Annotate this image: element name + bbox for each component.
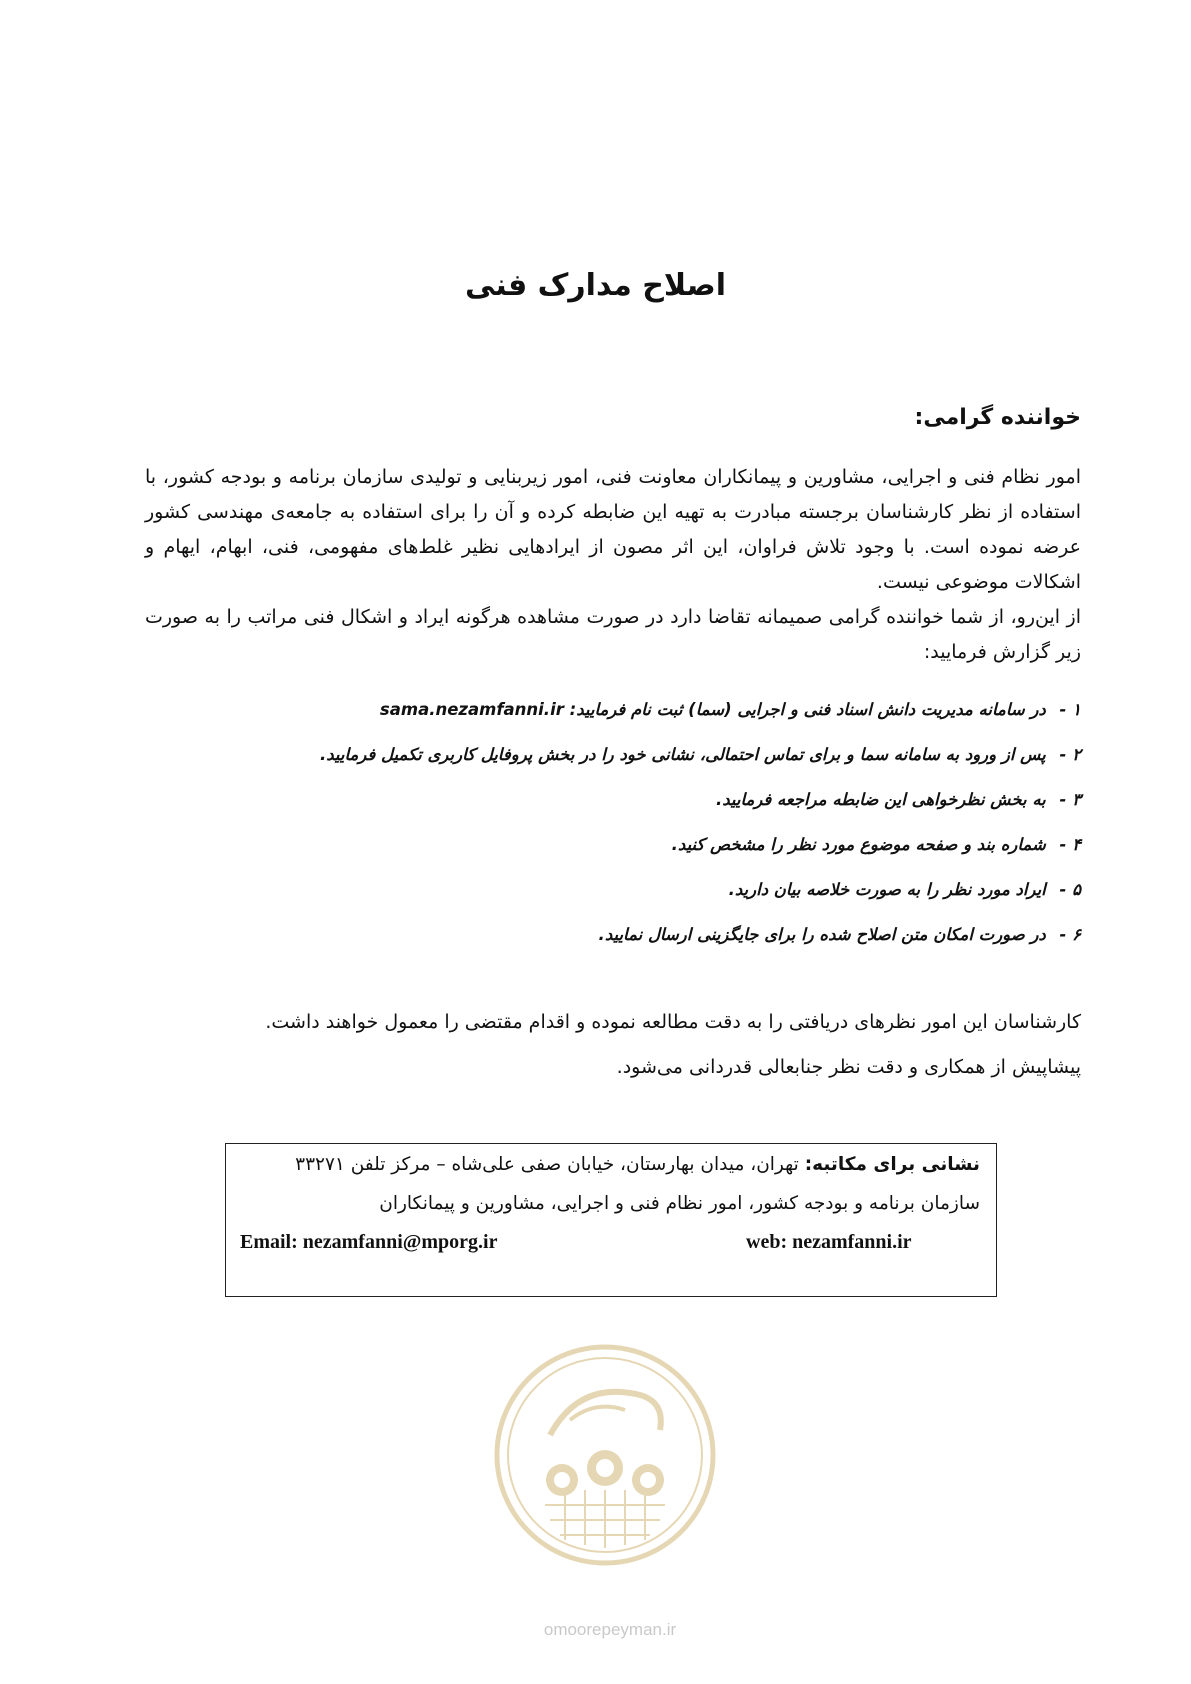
step-number: ۱ -	[1059, 700, 1081, 719]
intro-paragraph: امور نظام فنی و اجرایی، مشاورین و پیمانکاران معاونت فنی، امور زیربنایی و تولیدی سازمان برنامه و بودجه کشور، با استفاده از نظر کارشناسان برجسته مبادرت به تهیه این ضابطه کرده و آن را برای استفاده به جامعه‌ی مهندسی کشور عرضه نموده است. با وجود تلاش فراوان، این اثر مصون از ایرادهایی نظیر غلط‌های مفهومی، فنی، ابهام، ایهام و اشکالات موضوعی نیست.	[145, 466, 1081, 593]
step-text: در صورت امکان متن اصلاح شده را برای جایگزینی ارسال نمایید.	[598, 925, 1046, 944]
step-number: ۳ -	[1059, 790, 1081, 809]
step-text: پس از ورود به سامانه سما و برای تماس احتمالی، نشانی خود را در بخش پروفایل کاربری تکمیل فرمایید.	[319, 745, 1046, 764]
list-item	[145, 832, 1081, 877]
list-item	[145, 787, 1081, 832]
address-text: تهران، میدان بهارستان، خیابان صفی علی‌شاه – مرکز تلفن ۳۳۲۷۱	[295, 1154, 799, 1175]
watermark-site: omoorepeyman.ir	[543, 1620, 677, 1639]
step-text: به بخش نظرخواهی این ضابطه مراجعه فرمایید.	[715, 790, 1046, 809]
step-link[interactable]: sama.nezamfanni.ir	[379, 700, 564, 719]
intro-paragraph: از این‌رو، از شما خواننده گرامی صمیمانه تقاضا دارد در صورت مشاهده هرگونه ایراد و اشکال فنی مراتب را به صورت زیر گزارش فرمایید:	[145, 606, 1081, 663]
step-text: در سامانه مدیریت دانش اسناد فنی و اجرایی (سما) ثبت نام فرمایید:	[569, 700, 1046, 719]
page-title: اصلاح مدارک فنی	[465, 268, 726, 303]
list-item	[145, 697, 1081, 742]
address-label: نشانی برای مکاتبه:	[804, 1154, 980, 1175]
list-item	[145, 877, 1081, 922]
list-item	[145, 742, 1081, 787]
organization-line: سازمان برنامه و بودجه کشور، امور نظام فنی و اجرایی، مشاورین و پیمانکاران	[379, 1193, 980, 1214]
steps-list	[145, 697, 1081, 967]
web-link[interactable]: web: nezamfanni.ir	[746, 1231, 912, 1253]
step-number: ۲ -	[1059, 745, 1081, 764]
closing-text	[145, 1000, 1081, 1090]
step-text: شماره بند و صفحه موضوع مورد نظر را مشخص کنید.	[671, 835, 1046, 854]
list-item	[145, 922, 1081, 967]
closing-line: پیشاپیش از همکاری و دقت نظر جنابعالی قدردانی می‌شود.	[616, 1056, 1081, 1078]
intro-text	[145, 460, 1081, 670]
step-text: ایراد مورد نظر را به صورت خلاصه بیان دارید.	[728, 880, 1046, 899]
closing-line: کارشناسان این امور نظرهای دریافتی را به دقت مطالعه نموده و اقدام مقتضی را معمول خواهند داشت.	[265, 1011, 1081, 1033]
email-link[interactable]: Email: nezamfanni@mporg.ir	[240, 1231, 498, 1253]
step-number: ۴ -	[1059, 835, 1081, 854]
step-number: ۶ -	[1059, 925, 1081, 944]
salutation: خواننده گرامی:	[914, 405, 1081, 430]
watermark-logo-icon	[490, 1340, 720, 1570]
address-line	[295, 1154, 980, 1175]
contact-box	[225, 1143, 997, 1297]
step-number: ۵ -	[1059, 880, 1081, 899]
